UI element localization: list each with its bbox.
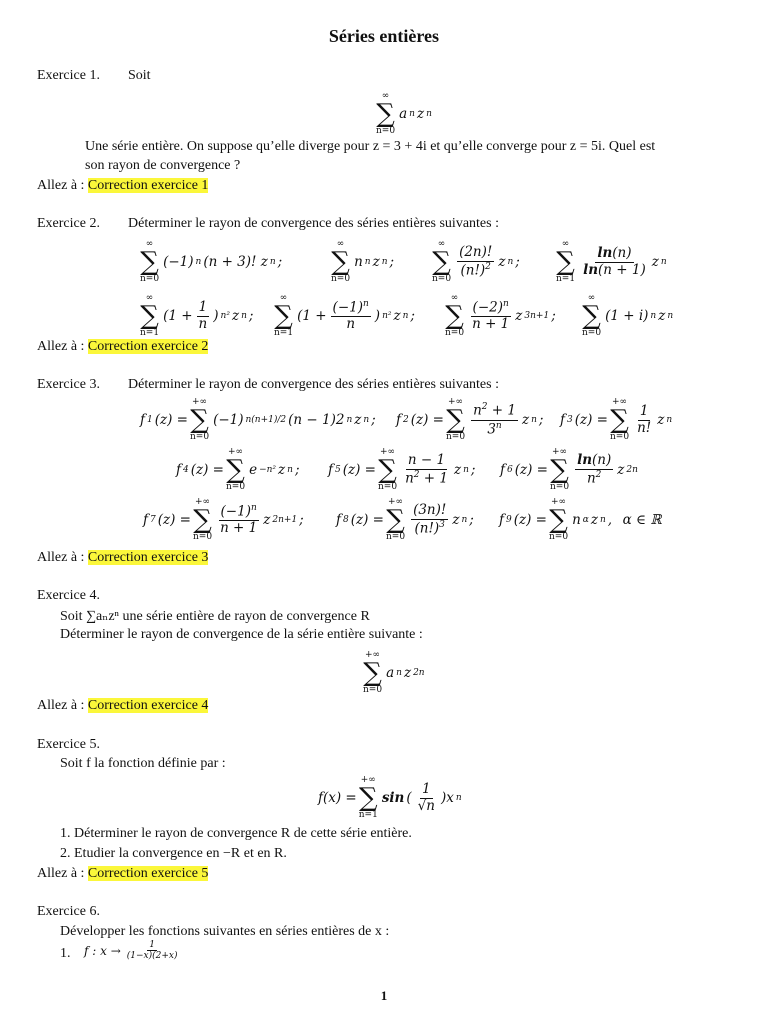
correction-link-5[interactable]: Correction exercice 5 <box>87 866 209 881</box>
exercise-4-text-line2: Déterminer le rayon de convergence de la série entière suivante : <box>60 627 423 642</box>
exercise-4-goto <box>37 698 208 714</box>
exercise-3-f6: f 6 (z) = +∞ ∑ n=0 $\frac{\ln(n)}{n^2}$ z 2n <box>500 447 638 492</box>
exercise-6-item-1-number: 1. <box>60 946 71 961</box>
exercise-2-series-2: ∞ ∑ n=0 n n z n ; <box>331 239 395 284</box>
exercise-2-series-5: ∞ ∑ n=1 (1 + $\frac{1}{n}$ ) n² z n ; <box>140 293 254 338</box>
goto-label: Allez à : <box>37 866 85 881</box>
exercise-3-f7: f 7 (z) = +∞ ∑ n=0 $\frac{(-1)^n}{n + 1}$ z 2n+1 ; <box>143 497 304 542</box>
exercise-5-item-2: 2. Etudier la convergence en −R et en R. <box>60 846 287 861</box>
goto-label: Allez à : <box>37 550 85 565</box>
exercise-1-label: Exercice 1. <box>37 68 100 83</box>
exercise-3-f1: f 1 (z) = +∞ ∑ n=0 (−1) n(n+1)/2 (n − 1)2 n z n ; <box>140 397 376 442</box>
exercise-3-f4: f 4 (z) = +∞ ∑ n=0 e −n² z n ; <box>176 447 300 492</box>
exercise-3-f8: f 8 (z) = +∞ ∑ n=0 $\frac{(3n)!}{(n!)^3}$ z n ; <box>336 497 474 542</box>
alpha-condition: α ∈ ℝ <box>622 512 662 528</box>
exercise-1-formula: ∞ ∑ n=0 a n z n <box>376 91 432 136</box>
exercise-5-label: Exercice 5. <box>37 737 100 752</box>
exercise-4-text-line1: Soit ∑aₙzⁿ une série entière de rayon de convergence R <box>60 609 370 624</box>
page-title: Séries entières <box>328 26 440 46</box>
exercise-3-text: Déterminer le rayon de convergence des séries entières suivantes : <box>128 377 499 392</box>
correction-link-4[interactable]: Correction exercice 4 <box>87 698 209 713</box>
correction-link-2[interactable]: Correction exercice 2 <box>87 339 209 354</box>
exercise-1-text-line2: son rayon de convergence ? <box>85 158 241 173</box>
exercise-1-text-line1: Une série entière. On suppose qu’elle diverge pour z = 3 + 4i et qu’elle converge pour z = 5i. Quel est <box>85 139 656 154</box>
exercise-4-formula: +∞ ∑ n=0 a n z 2n <box>363 650 425 695</box>
goto-label: Allez à : <box>37 178 85 193</box>
exercise-6-item-1-formula: f : x → $\frac{1}{(1-x)(2+x)}$ <box>84 940 178 962</box>
exercise-4-label: Exercice 4. <box>37 588 100 603</box>
exercise-3-f5: f 5 (z) = +∞ ∑ n=0 $\frac{n - 1}{n^2 + 1}$ z n ; <box>328 447 476 492</box>
exercise-2-series-3: ∞ ∑ n=0 $\frac{(2n)!}{(n!)^2}$ z n ; <box>432 239 520 284</box>
exercise-3-f9: f 9 (z) = +∞ ∑ n=0 n α z n , α ∈ ℝ <box>499 497 662 542</box>
exercise-2-series-1: ∞ ∑ n=0 (−1) n (n + 3)! z n ; <box>140 239 283 284</box>
exercise-6-text: Développer les fonctions suivantes en séries entières de x : <box>60 924 390 939</box>
correction-link-1[interactable]: Correction exercice 1 <box>87 178 209 193</box>
correction-link-3[interactable]: Correction exercice 3 <box>87 550 209 565</box>
exercise-3-f3: f 3 (z) = +∞ ∑ n=0 $\frac{1}{n!}$ z n <box>560 397 673 442</box>
goto-label: Allez à : <box>37 698 85 713</box>
exercise-6-label: Exercice 6. <box>37 904 100 919</box>
exercise-1-goto <box>37 178 208 194</box>
exercise-2-series-6: ∞ ∑ n=1 (1 + $\frac{(-1)^n}{n}$ ) n² z n ; <box>274 293 415 338</box>
exercise-2-label: Exercice 2. <box>37 216 100 231</box>
goto-label: Allez à : <box>37 339 85 354</box>
exercise-5-formula: f(x) = +∞ ∑ n=1 sin ( $\frac{1}{√n}$ )x n <box>318 775 462 820</box>
exercise-5-item-1: 1. Déterminer le rayon de convergence R de cette série entière. <box>60 826 412 841</box>
exercise-3-label: Exercice 3. <box>37 377 100 392</box>
exercise-2-goto <box>37 339 208 355</box>
exercise-3-f2: f 2 (z) = +∞ ∑ n=0 $\frac{n^2 + 1}{3^n}$ z n ; <box>396 397 544 442</box>
exercise-2-series-8: ∞ ∑ n=0 (1 + i) n z n <box>582 293 674 338</box>
page-number: 1 <box>380 988 388 1003</box>
exercise-2-text: Déterminer le rayon de convergence des séries entières suivantes : <box>128 216 499 231</box>
exercise-2-series-4: ∞ ∑ n=1 $\frac{\ln(n)}{\ln(n + 1)}$ z n <box>556 239 667 284</box>
exercise-5-text: Soit f la fonction définie par : <box>60 756 226 771</box>
exercise-1-intro: Soit <box>128 68 151 83</box>
exercise-5-goto <box>37 866 208 882</box>
exercise-3-goto <box>37 550 208 566</box>
exercise-2-series-7: ∞ ∑ n=0 $\frac{(-2)^n}{n + 1}$ z 3n+1 ; <box>445 293 556 338</box>
